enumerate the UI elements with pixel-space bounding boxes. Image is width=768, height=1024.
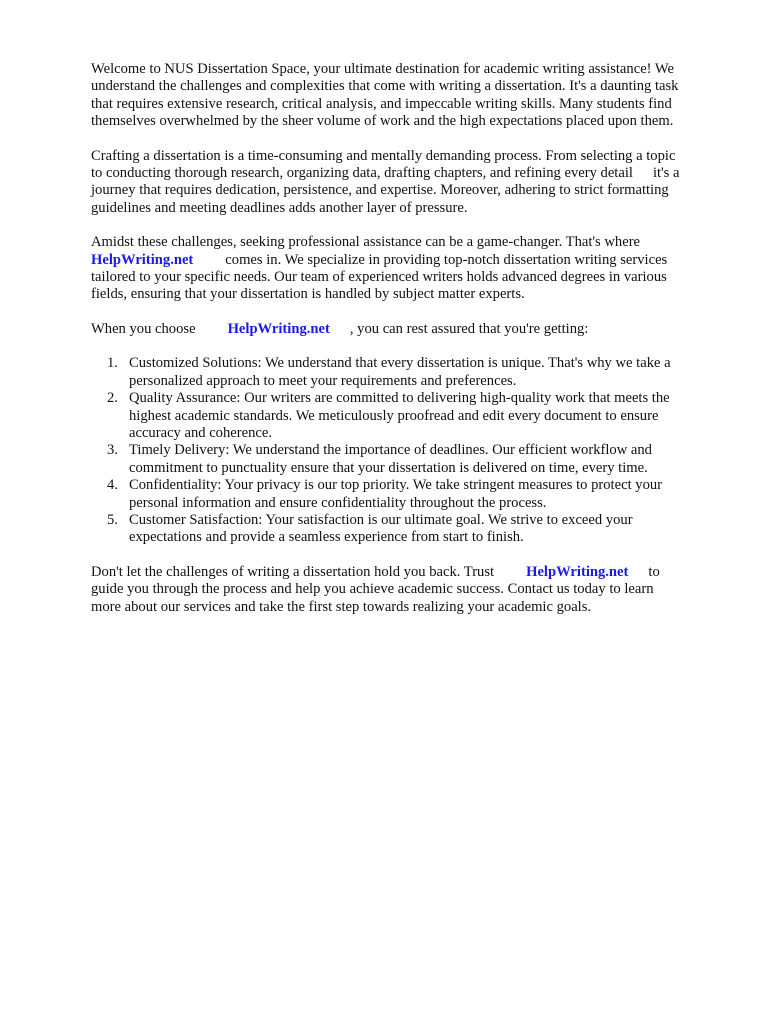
list-number: 1. [107,355,118,372]
text-fragment: comes in. We specialize in providing top-notch dissertation writing services [225,251,668,268]
closing-paragraph [91,564,713,616]
text-line [91,165,713,182]
text-line: journey that requires dedication, persistence, and expertise. Moreover, adhering to strict formatting [91,182,669,199]
text-line: Timely Delivery: We understand the importance of deadlines. Our efficient workflow and [129,442,652,459]
text-line: personalized approach to meet your requirements and preferences. [129,372,517,389]
text-fragment: , you can rest assured that you're getting: [349,320,589,337]
text-fragment: to [648,563,660,580]
text-line: highest academic standards. We meticulously proofread and edit every document to ensure [129,407,659,424]
text-line: Crafting a dissertation is a time-consuming and mentally demanding process. From selecting a topic [91,147,676,164]
list-number: 4. [107,477,118,494]
text-line: expectations and provide a seamless experience from start to finish. [129,529,524,546]
text-line: understand the challenges and complexities that come with writing a dissertation. It's a daunting task [91,78,679,95]
text-fragment: to conducting thorough research, organizing data, drafting chapters, and refining every detail [91,165,633,182]
list-item [91,477,713,512]
text-fragment: When you choose [91,320,196,337]
helpwriting-link[interactable]: HelpWriting.net [91,251,194,268]
text-line: Customized Solutions: We understand that every dissertation is unique. That's why we take a [129,355,671,372]
text-line: guidelines and meeting deadlines adds another layer of pressure. [91,199,468,216]
document-page [91,61,713,633]
process-paragraph [91,148,713,218]
list-item [91,442,713,477]
list-number: 5. [107,511,118,528]
text-line [91,252,713,269]
text-line: fields, ensuring that your dissertation is handled by subject matter experts. [91,286,525,303]
text-line: more about our services and take the first step towards realizing your academic goals. [91,598,592,615]
intro-paragraph [91,61,713,131]
helpwriting-link[interactable]: HelpWriting.net [526,563,629,580]
text-line: Amidst these challenges, seeking professional assistance can be a game-changer. That's where [91,234,641,251]
text-line: that requires extensive research, critical analysis, and impeccable writing skills. Many students find [91,95,672,112]
text-line: Welcome to NUS Dissertation Space, your ultimate destination for academic writing assistance! We [91,61,674,77]
text-line: tailored to your specific needs. Our team of experienced writers holds advanced degrees in various [91,269,667,286]
text-line: themselves overwhelmed by the sheer volume of work and the high expectations placed upon them. [91,113,674,130]
text-fragment: Don't let the challenges of writing a dissertation hold you back. Trust [91,563,495,580]
text-line: commitment to punctuality ensure that your dissertation is delivered on time, every time. [129,459,648,476]
assistance-paragraph [91,234,713,304]
list-number: 3. [107,442,118,459]
choose-paragraph [91,321,713,338]
helpwriting-link[interactable]: HelpWriting.net [227,320,330,337]
text-line [91,564,713,581]
text-line: Customer Satisfaction: Your satisfaction is our ultimate goal. We strive to exceed your [129,511,633,528]
list-item [91,512,713,547]
text-line [91,321,713,338]
text-line: personal information and ensure confidentiality throughout the process. [129,494,547,511]
list-item [91,390,713,442]
text-line: Confidentiality: Your privacy is our top priority. We take stringent measures to protect your [129,477,663,494]
text-line: accuracy and coherence. [129,424,272,441]
list-number: 2. [107,390,118,407]
text-fragment: it's a [652,165,680,182]
text-line: Quality Assurance: Our writers are committed to delivering high-quality work that meets the [129,390,670,407]
benefits-list [91,355,713,546]
list-item [91,355,713,390]
text-line: guide you through the process and help you achieve academic success. Contact us today to learn [91,581,654,598]
